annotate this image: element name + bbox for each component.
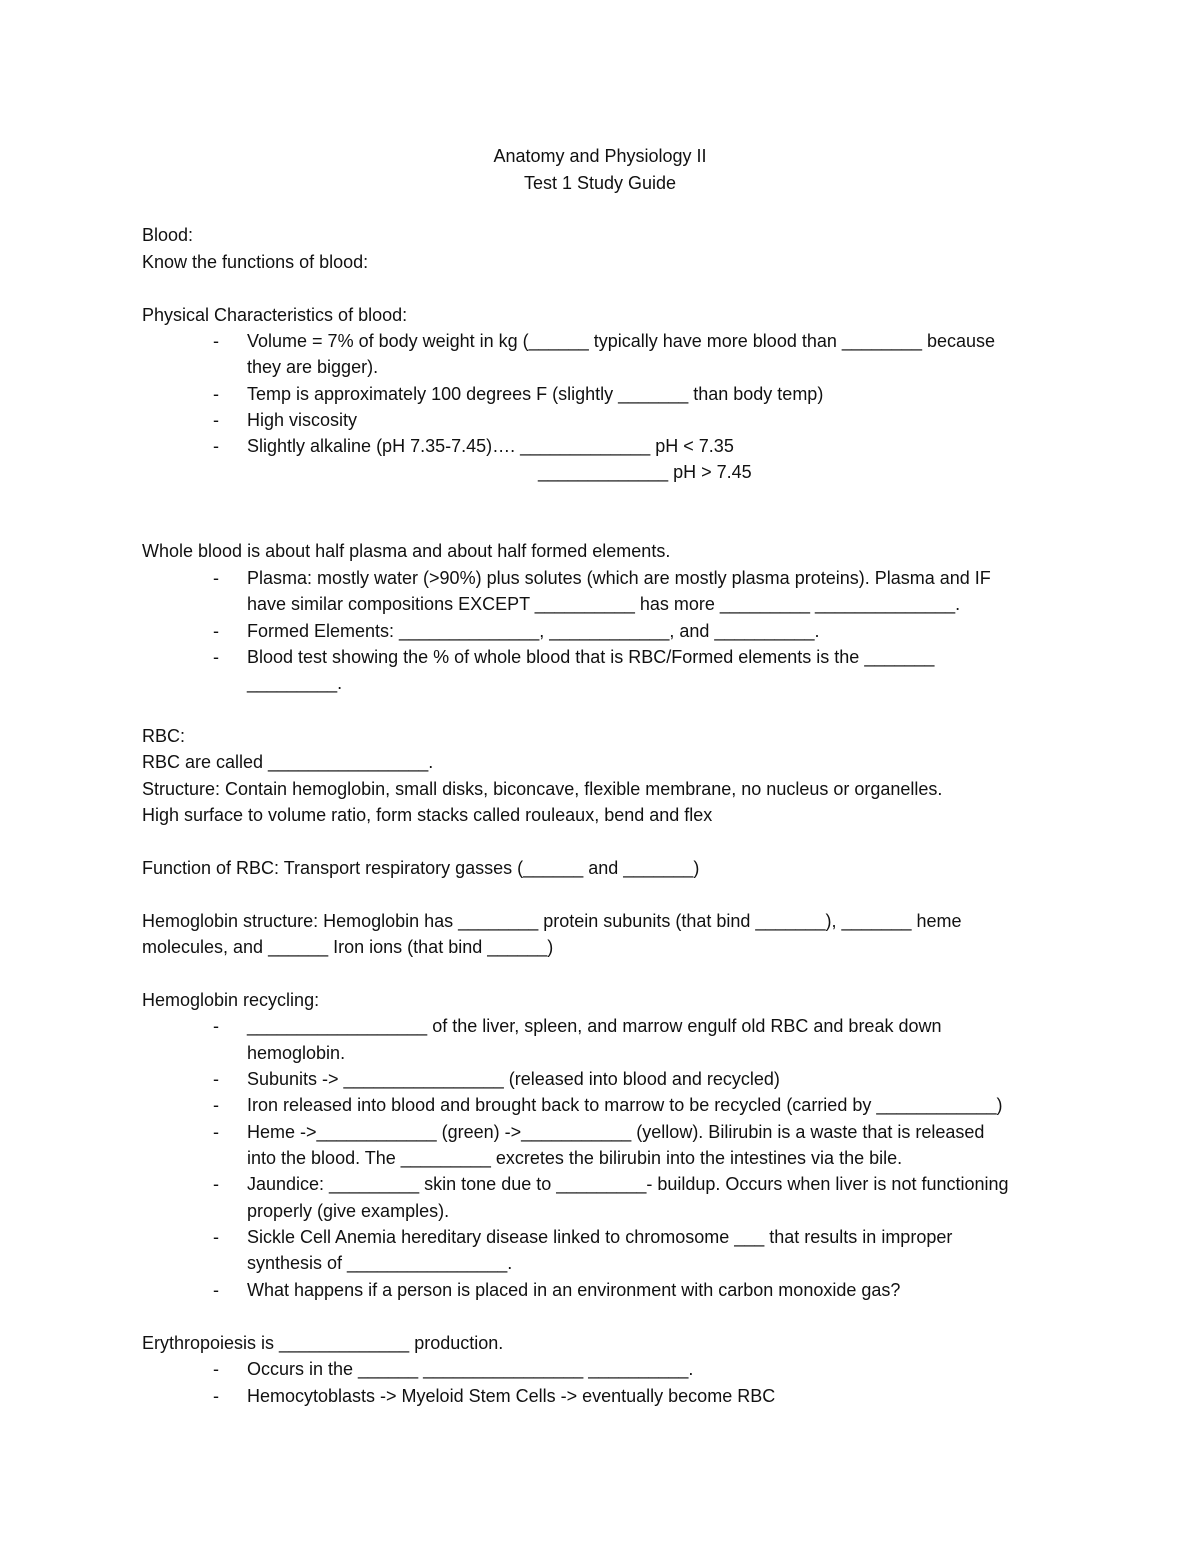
bullet-text: into the blood. The _________ excretes the bilirubin into the intestines via the bile. <box>247 1148 903 1168</box>
hemoglobin-structure-1: Hemoglobin structure: Hemoglobin has ________ protein subunits (that bind _______), _______ heme <box>142 911 962 931</box>
bullet-text: __________________ of the liver, spleen, and marrow engulf old RBC and break down <box>247 1016 942 1036</box>
bullet-dash: - <box>213 1016 219 1036</box>
rbc-function: Function of RBC: Transport respiratory gasses (______ and _______) <box>142 858 700 878</box>
bullet-text: hemoglobin. <box>247 1043 346 1063</box>
bullet-text: have similar compositions EXCEPT __________ has more _________ ______________. <box>247 594 961 614</box>
bullet-text: Blood test showing the % of whole blood that is RBC/Formed elements is the _______ <box>247 647 935 667</box>
bullet-text: Temp is approximately 100 degrees F (slightly _______ than body temp) <box>247 384 824 404</box>
bullet-dash: - <box>213 647 219 667</box>
bullet-text: properly (give examples). <box>247 1201 450 1221</box>
blood-functions: Know the functions of blood: <box>142 252 369 272</box>
hemoglobin-structure-2: molecules, and ______ Iron ions (that bind ______) <box>142 937 554 957</box>
bullet-dash: - <box>213 1069 219 1089</box>
whole-blood-intro: Whole blood is about half plasma and about half formed elements. <box>142 541 671 561</box>
bullet-text: Formed Elements: ______________, ____________, and __________. <box>247 621 820 641</box>
bullet-dash: - <box>213 1280 219 1300</box>
bullet-text: Slightly alkaline (pH 7.35-7.45)…. _____________ pH < 7.35 <box>247 436 734 456</box>
rbc-heading: RBC: <box>142 726 186 746</box>
bullet-text: Plasma: mostly water (>90%) plus solutes (which are mostly plasma proteins). Plasma and IF <box>247 568 991 588</box>
blood-heading: Blood: <box>142 225 194 245</box>
bullet-text: Occurs in the ______ ________________ __________. <box>247 1359 694 1379</box>
bullet-text: High viscosity <box>247 410 358 430</box>
bullet-text: _________. <box>247 673 343 693</box>
bullet-dash: - <box>213 384 219 404</box>
bullet-dash: - <box>213 1359 219 1379</box>
bullet-dash: - <box>213 1386 219 1406</box>
bullet-text: Jaundice: _________ skin tone due to _________- buildup. Occurs when liver is not functioning <box>247 1174 1009 1194</box>
bullet-dash: - <box>213 568 219 588</box>
bullet-text: synthesis of ________________. <box>247 1253 513 1273</box>
bullet-dash: - <box>213 1095 219 1115</box>
bullet-text: What happens if a person is placed in an environment with carbon monoxide gas? <box>247 1280 901 1300</box>
bullet-dash: - <box>213 1227 219 1247</box>
rbc-called: RBC are called ________________. <box>142 752 434 772</box>
bullet-text: Volume = 7% of body weight in kg (______ typically have more blood than ________ because <box>247 331 996 351</box>
bullet-dash: - <box>213 410 219 430</box>
bullet-text: they are bigger). <box>247 357 379 377</box>
physical-heading: Physical Characteristics of blood: <box>142 305 408 325</box>
bullet-dash: - <box>213 1174 219 1194</box>
rbc-structure-1: Structure: Contain hemoglobin, small disks, biconcave, flexible membrane, no nucleus or organelles. <box>142 779 943 799</box>
ph-line-2: _____________ pH > 7.45 <box>538 462 752 482</box>
bullet-text: Subunits -> ________________ (released into blood and recycled) <box>247 1069 780 1089</box>
bullet-dash: - <box>213 621 219 641</box>
bullet-dash: - <box>213 1122 219 1142</box>
bullet-text: Iron released into blood and brought back to marrow to be recycled (carried by ____________) <box>247 1095 1003 1115</box>
document-subtitle: Test 1 Study Guide <box>523 173 677 193</box>
recycling-heading: Hemoglobin recycling: <box>142 990 320 1010</box>
bullet-text: Heme ->____________ (green) ->___________ (yellow). Bilirubin is a waste that is released <box>247 1122 985 1142</box>
bullet-text: Hemocytoblasts -> Myeloid Stem Cells -> eventually become RBC <box>247 1386 776 1406</box>
erythropoiesis-intro: Erythropoiesis is _____________ production. <box>142 1333 504 1353</box>
bullet-text: Sickle Cell Anemia hereditary disease linked to chromosome ___ that results in improper <box>247 1227 953 1247</box>
bullet-dash: - <box>213 331 219 351</box>
document-title: Anatomy and Physiology II <box>493 146 707 166</box>
bullet-dash: - <box>213 436 219 456</box>
rbc-structure-2: High surface to volume ratio, form stacks called rouleaux, bend and flex <box>142 805 713 825</box>
